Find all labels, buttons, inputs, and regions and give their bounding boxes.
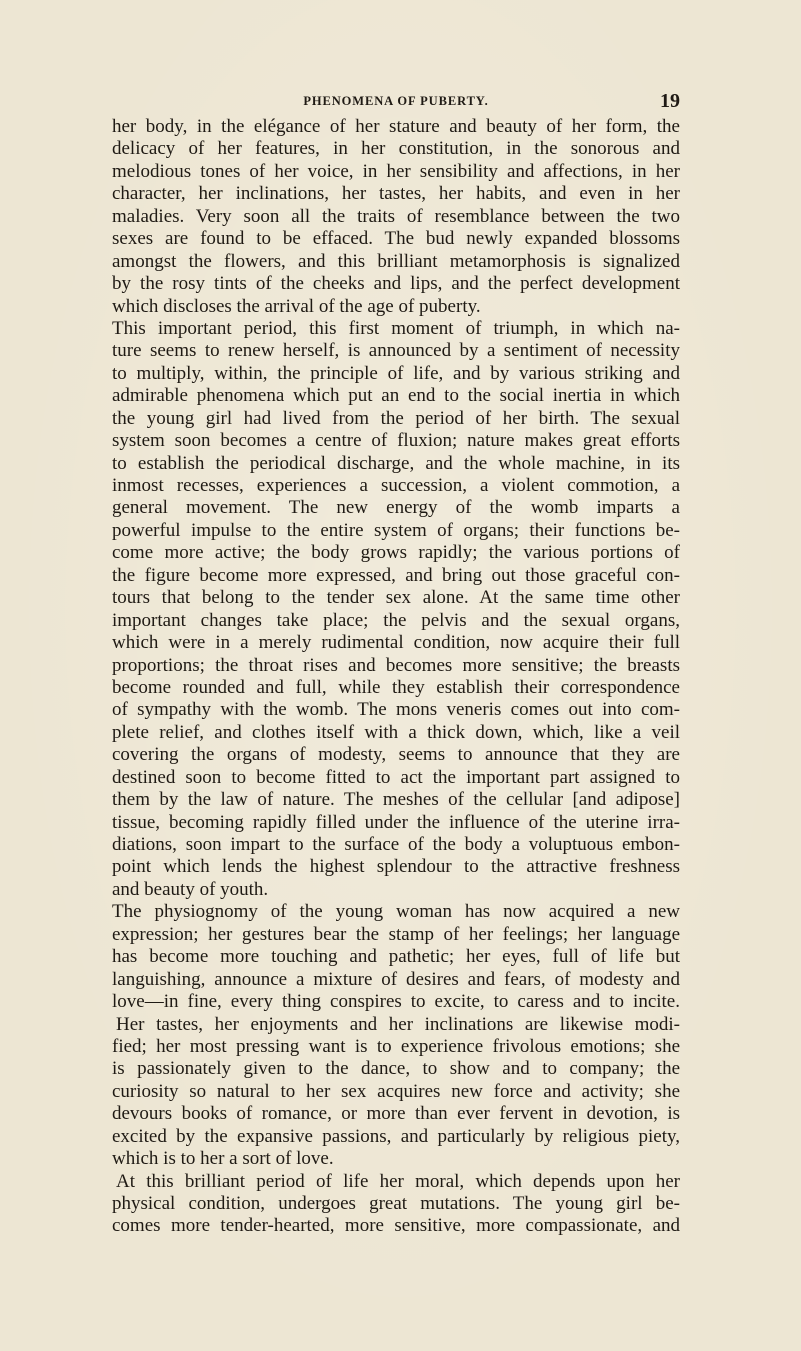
text-line: is passionately given to the dance, to show and to company; the — [112, 1058, 680, 1080]
text-line: to multiply, within, the principle of life, and by various striking and — [112, 362, 680, 384]
page-number: 19 — [660, 90, 680, 112]
text-line: The physiognomy of the young woman has now acquired a new — [112, 901, 680, 923]
text-line: of sympathy with the womb. The mons veneris comes out into com- — [112, 699, 680, 721]
text-line: comes more tender-hearted, more sensitive, more compassionate, and — [112, 1215, 680, 1237]
text-line: devours books of romance, or more than ever fervent in devotion, is — [112, 1103, 680, 1125]
text-line: melodious tones of her voice, in her sensibility and affections, in her — [112, 160, 680, 182]
body-text — [112, 116, 680, 1238]
text-line: become rounded and full, while they establish their correspondence — [112, 676, 680, 698]
text-line: her body, in the elégance of her stature and beauty of her form, the — [112, 116, 680, 137]
text-line: the young girl had lived from the period of her birth. The sexual — [112, 407, 680, 429]
text-line: fied; her most pressing want is to experience frivolous emotions; she — [112, 1035, 680, 1057]
text-line: the figure become more expressed, and bring out those graceful con- — [112, 564, 680, 586]
text-line: love—in fine, every thing conspires to excite, to caress and to incite. — [112, 991, 680, 1013]
text-line: which were in a merely rudimental condition, now acquire their full — [112, 632, 680, 654]
text-line: proportions; the throat rises and becomes more sensitive; the breasts — [112, 654, 680, 676]
text-line: maladies. Very soon all the traits of resemblance between the two — [112, 205, 680, 227]
text-line: inmost recesses, experiences a succession, a violent commotion, a — [112, 475, 680, 496]
text-line: them by the law of nature. The meshes of the cellular [and adipose] — [112, 789, 680, 811]
text-line: by the rosy tints of the cheeks and lips, and the perfect development — [112, 273, 680, 295]
text-line: ture seems to renew herself, is announced by a sentiment of necessity — [112, 340, 680, 362]
text-line: which discloses the arrival of the age of puberty. — [112, 295, 481, 317]
text-line: sexes are found to be effaced. The bud newly expanded blossoms — [112, 228, 680, 250]
text-line: general movement. The new energy of the womb imparts a — [112, 497, 680, 519]
text-line: point which lends the highest splendour to the attractive freshness — [112, 856, 680, 878]
text-line: plete relief, and clothes itself with a thick down, which, like a veil — [112, 721, 680, 743]
text-line: covering the organs of modesty, seems to announce that they are — [112, 744, 680, 766]
text-line: powerful impulse to the entire system of organs; their functions be- — [112, 519, 680, 541]
text-line: system soon becomes a centre of fluxion; nature makes great efforts — [112, 430, 680, 452]
text-line: This important period, this first moment of triumph, in which na- — [112, 317, 680, 339]
running-head: PHENOMENA OF PUBERTY. — [303, 94, 489, 108]
text-line: to establish the periodical discharge, and the whole machine, in its — [112, 452, 680, 474]
page-header — [112, 90, 680, 116]
text-line: curiosity so natural to her sex acquires new force and activity; she — [112, 1080, 680, 1102]
text-line: come more active; the body grows rapidly; the various portions of — [112, 542, 680, 564]
text-line: admirable phenomena which put an end to the social inertia in which — [112, 385, 680, 407]
text-line: destined soon to become fitted to act the important part assigned to — [112, 766, 680, 788]
text-line: important changes take place; the pelvis and the sexual organs, — [112, 609, 680, 631]
text-line: delicacy of her features, in her constitution, in the sonorous and — [112, 138, 680, 160]
text-line: At this brilliant period of life her moral, which depends upon her — [116, 1170, 680, 1192]
text-line: character, her inclinations, her tastes, her habits, and even in her — [112, 183, 680, 205]
text-line: which is to her a sort of love. — [112, 1148, 334, 1170]
text-line: tissue, becoming rapidly filled under the influence of the uterine irra- — [112, 811, 680, 833]
text-line: tours that belong to the tender sex alone. At the same time other — [112, 587, 680, 609]
text-line: physical condition, undergoes great mutations. The young girl be- — [112, 1193, 680, 1214]
text-line: languishing, announce a mixture of desires and fears, of modesty and — [112, 968, 680, 990]
text-line: Her tastes, her enjoyments and her inclinations are likewise modi- — [116, 1013, 680, 1035]
text-line: diations, soon impart to the surface of the body a voluptuous embon- — [112, 834, 680, 855]
text-line: and beauty of youth. — [112, 878, 269, 900]
text-line: expression; her gestures bear the stamp of her feelings; her language — [112, 923, 680, 945]
text-line: has become more touching and pathetic; her eyes, full of life but — [112, 946, 680, 968]
text-line: amongst the flowers, and this brilliant metamorphosis is signalized — [112, 250, 680, 272]
text-line: excited by the expansive passions, and particularly by religious piety, — [112, 1125, 680, 1147]
